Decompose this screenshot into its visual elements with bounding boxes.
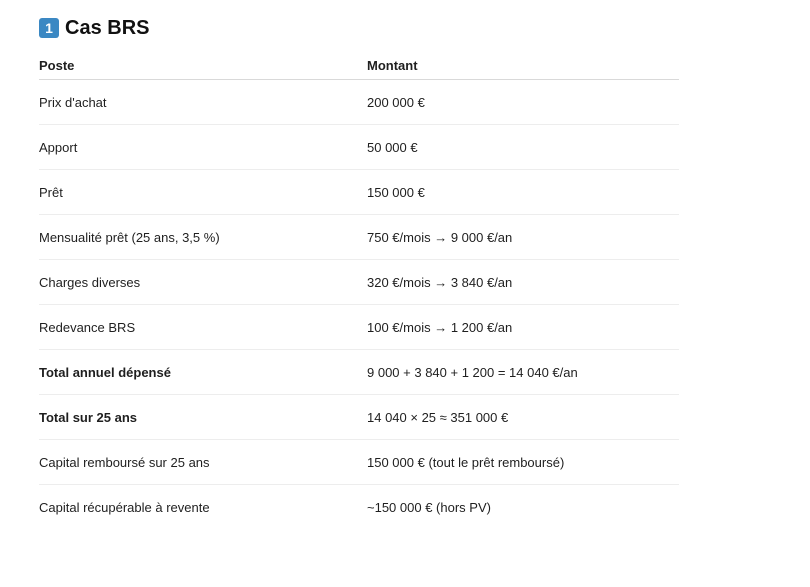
cell-poste: Prix d'achat — [39, 80, 367, 125]
table-header-row — [39, 51, 679, 80]
cell-poste: Total sur 25 ans — [39, 395, 367, 440]
cell-montant: 9 000 + 3 840 + 1 200 = 14 040 €/an — [367, 350, 679, 395]
cell-montant: 100 €/mois → 1 200 €/an — [367, 305, 679, 350]
cell-montant: 14 040 × 25 ≈ 351 000 € — [367, 395, 679, 440]
column-header-montant: Montant — [367, 51, 679, 80]
keycap-one-icon: 1 — [39, 18, 59, 38]
cost-table — [39, 51, 679, 529]
section-heading — [39, 14, 679, 42]
table-row — [39, 170, 679, 215]
cell-montant: 150 000 € — [367, 170, 679, 215]
table-row — [39, 440, 679, 485]
cell-poste: Apport — [39, 125, 367, 170]
cell-poste: Redevance BRS — [39, 305, 367, 350]
cell-montant: 200 000 € — [367, 80, 679, 125]
cell-poste: Capital récupérable à revente — [39, 499, 210, 515]
table-row — [39, 215, 679, 260]
table-body — [39, 80, 679, 530]
cell-montant: ~150 000 € (hors PV) — [367, 499, 491, 515]
table-row — [39, 485, 679, 530]
section-title: Cas BRS — [65, 16, 150, 39]
table-row — [39, 305, 679, 350]
cell-montant: 750 €/mois → 9 000 €/an — [367, 215, 679, 260]
table-row — [39, 80, 679, 125]
cell-poste: Prêt — [39, 170, 367, 215]
table-row — [39, 260, 679, 305]
table-row — [39, 125, 679, 170]
cell-poste: Mensualité prêt (25 ans, 3,5 %) — [39, 215, 367, 260]
cell-poste: Total annuel dépensé — [39, 350, 367, 395]
table-row — [39, 350, 679, 395]
cell-poste: Capital remboursé sur 25 ans — [39, 440, 367, 485]
cell-poste: Charges diverses — [39, 260, 367, 305]
section-cas-brs — [39, 14, 679, 529]
table-row — [39, 395, 679, 440]
column-header-poste: Poste — [39, 51, 367, 80]
cell-montant: 50 000 € — [367, 125, 679, 170]
cell-montant: 150 000 € (tout le prêt remboursé) — [367, 440, 679, 485]
cell-montant: 320 €/mois → 3 840 €/an — [367, 260, 679, 305]
